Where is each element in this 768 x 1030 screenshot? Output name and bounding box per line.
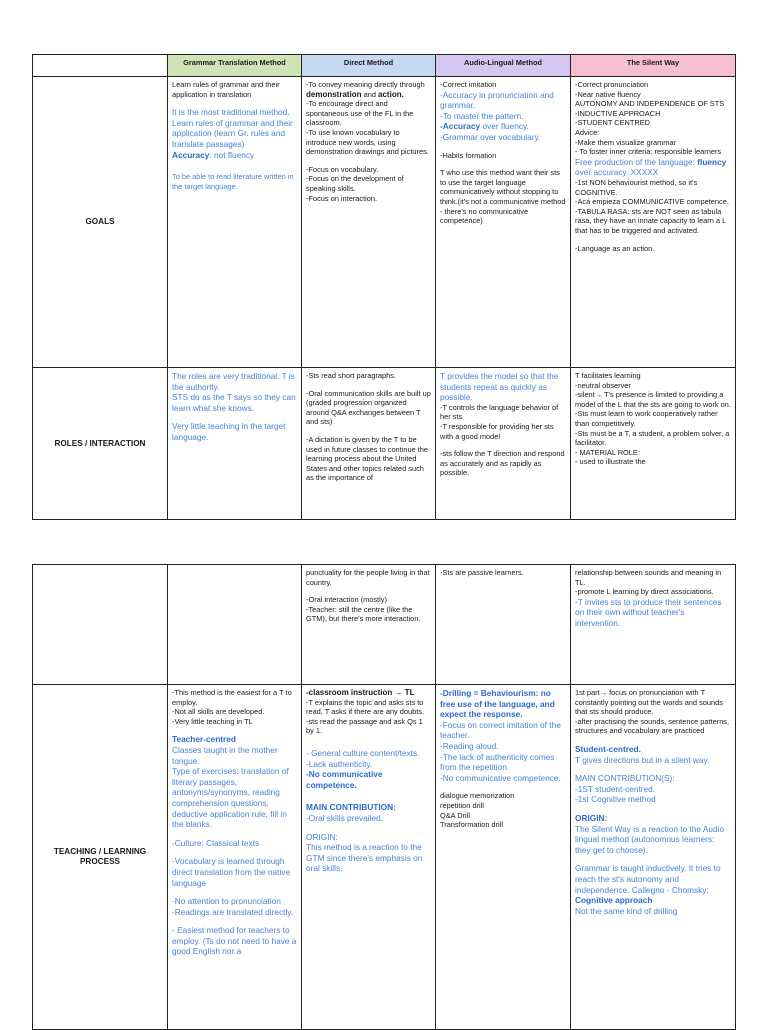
alm-goal-grammar: -Grammar over vocabulary. <box>440 131 541 142</box>
alm-teach-no-competence: -No communicative competence. <box>440 772 561 783</box>
sw-teach-origin-text: The Silent Way is a reaction to the Audio lingual method (autonomous learners: they get to choose). <box>575 823 725 855</box>
goals-dm-cell <box>302 77 436 368</box>
cont-dm-cell <box>302 565 436 685</box>
dm-goal-action: action. <box>378 89 404 99</box>
alm-goal-accuracy: -Accuracy in pronunciation and grammar. <box>440 89 554 111</box>
dm-goal-vocabulary: -To use known vocabulary to introduce new words, using demonstration drawings and pictures. <box>306 127 429 157</box>
gtm-goal-rules: Learn rules of grammar and their application (learn Gr. rules and translate passages) <box>172 117 293 149</box>
teaching-alm-cell <box>436 685 571 1030</box>
roles-alm-cell <box>436 368 571 520</box>
sw-teach-main-contribution: MAIN CONTRIBUTION(S): <box>575 773 675 784</box>
goals-gtm-cell <box>168 77 302 368</box>
sw-goal-communicative: -Acá empieza COMMUNICATIVE competence. <box>575 197 729 207</box>
alm-accuracy-rest: over fluency. <box>482 121 529 132</box>
header-silent-way: The Silent Way <box>571 55 736 77</box>
sw-role-cooperative: -Sts must learn to work cooperatively rather than competitively. <box>575 409 718 428</box>
sw-goal-student-centred: -STUDENT CENTRED <box>575 118 651 128</box>
gtm-teach-culture: -Culture: Classical texts <box>172 837 260 848</box>
goals-label: GOALS <box>33 77 168 368</box>
sw-teach-practising: -after practising the sounds, sentence patterns, structures and vocabulary are practiced <box>575 716 730 736</box>
cont-gtm-empty <box>168 565 302 685</box>
dm-cont-teacher: -Teacher: still the centre (like the GTM), but there's more interaction. <box>306 604 421 624</box>
alm-cont-passive: -Sts are passive learners. <box>440 568 524 577</box>
dm-goal-focus-vocab: -Focus on vocabulary. <box>306 164 379 174</box>
alm-role-controls: -T controls the language behavior of her sts <box>440 402 559 422</box>
sw-cont-relationship: relationship between sounds and meaning in TL. <box>575 568 722 587</box>
dm-teach-read-passage: -sts read the passage and ask Qs 1 by 1. <box>306 716 423 736</box>
sw-role-observer: -neutral observer <box>575 380 631 390</box>
goals-alm-cell <box>436 77 571 368</box>
cont-sw-cell <box>571 565 736 685</box>
gtm-teach-exercises: Type of exercises: translation of literary passages, antonyms/synonyms, reading comprehension questions, deductive application rule, fill in the blanks. <box>172 766 289 830</box>
dm-goal-convey <box>306 80 431 99</box>
dm-goal-convey-text: -To convey meaning directly through <box>306 80 425 89</box>
dm-goal-demonstration: demonstration <box>306 89 362 99</box>
dm-goal-focus-interaction: -Focus on interaction. <box>306 193 378 203</box>
dm-teach-no-competence: -No communicative competence. <box>306 769 383 790</box>
alm-goal-accuracy-fluency <box>440 121 566 132</box>
goals-row <box>33 77 736 368</box>
gtm-teach-vocabulary: -Vocabulary is learned through direct translation from the native language <box>172 856 291 888</box>
alm-role-responsible: -T responsible for providing her sts with a good model <box>440 421 554 441</box>
sw-role-illustrate: - used to illustrate the <box>575 457 646 467</box>
header-grammar-translation: Grammar Translation Method <box>168 55 302 77</box>
sw-goal-fluency: -Near native fluency <box>575 89 641 99</box>
roles-gtm-cell <box>168 368 302 520</box>
sw-cont-associations: -promote L learning by direct associations. <box>575 587 714 597</box>
sw-goal-autonomy: AUTONOMY AND INDEPENDENCE OF STS <box>575 99 725 109</box>
sw-free-production-text: Free production of the language: <box>575 156 695 167</box>
sw-teach-directions: T gives directions but in a silent way. <box>575 754 710 765</box>
gtm-role-traditional: The roles are very traditional. T is the authority. <box>172 371 295 392</box>
gtm-teach-easiest: -This method is the easiest for a T to employ. <box>172 688 292 707</box>
alm-teach-transformation: Transformation drill <box>440 820 503 830</box>
methods-table-page-1 <box>32 54 736 520</box>
dm-goal-and: and <box>363 89 376 99</box>
teaching-dm-cell <box>302 685 436 1030</box>
sw-goal-pronunciation: -Correct pronunciation <box>575 80 649 89</box>
alm-teach-qa-drill: Q&A Drill <box>440 810 470 820</box>
alm-teach-dialogue: dialogue memorization <box>440 791 515 801</box>
alm-role-model: T provides the model so that the students repeat as quickly as possible. <box>440 371 559 403</box>
gtm-goal-text: Learn rules of grammar and their application in translation <box>172 80 280 99</box>
sw-role-facilitates: T facilitates learning <box>575 371 641 380</box>
teaching-gtm-cell <box>168 685 302 1030</box>
gtm-goal-traditional: It is the most traditional method. <box>172 107 290 118</box>
sw-role-problem-solver: -Sts must be a T, a student, a problem solver, a facilitator. <box>575 428 730 448</box>
sw-goal-free-production <box>575 157 731 178</box>
header-direct-method: Direct Method <box>302 55 436 77</box>
dm-teach-culture: - General culture content/texts. <box>306 747 420 758</box>
sw-goal-inner-criteria: - To foster inner criteria: responsible learners <box>575 147 722 157</box>
alm-teach-imitation: -Focus on correct imitation of the teacher. <box>440 719 561 741</box>
gtm-teach-teacher-centred: Teacher-centred <box>172 734 236 745</box>
gtm-goal-accuracy <box>172 150 297 161</box>
sw-role-silent: -silent→ T's presence is limited to providing a model of the L that the sts are going to work on. <box>575 390 731 409</box>
sw-role-material: - MATERIAL ROLE: <box>575 447 640 457</box>
sw-goal-advice: Advice: <box>575 127 600 137</box>
roles-row <box>33 368 736 520</box>
header-audio-lingual: Audio-Lingual Method <box>436 55 571 77</box>
alm-teach-repetition: repetition drill <box>440 800 484 810</box>
goals-sw-cell <box>571 77 736 368</box>
gtm-accuracy-keyword: Accuracy <box>172 149 210 160</box>
sw-teach-pronunciation: 1st part→ focus on pronunciation with T constantly pointing out the words and sounds that sts should produce. <box>575 688 723 717</box>
teaching-label: TEACHING / LEARNING PROCESS <box>33 685 168 1030</box>
dm-teach-instruction: -classroom instruction → TL <box>306 688 415 697</box>
alm-goal-imitation: -Correct imitation <box>440 80 497 89</box>
header-row <box>33 55 736 77</box>
gtm-teach-little-tl: -Very little teaching in TL <box>172 716 253 726</box>
dm-goal-focus-speaking: -Focus on the development of speaking skills. <box>306 174 404 193</box>
cont-label-empty <box>33 565 168 685</box>
dm-teach-origin-label: ORIGIN: <box>306 831 338 842</box>
gtm-goal-literature: To be able to read literature written in the target language. <box>172 172 294 191</box>
teaching-sw-cell <box>571 685 736 1030</box>
roles-dm-cell <box>302 368 436 520</box>
sw-goal-inductive: -INDUCTIVE APPROACH <box>575 108 661 118</box>
gtm-teach-easiest-teachers: - Easiest method for teachers to employ. (Ts do not need to have a good English nor a <box>172 925 297 957</box>
alm-teach-drilling: -Drilling = Behaviourism: no free use of the language, and expect the response. <box>440 688 555 720</box>
dm-teach-authenticity: -Lack authenticity. <box>306 758 373 769</box>
sw-goal-language-action: -Language as an action. <box>575 243 655 253</box>
alm-goal-pattern: -To master the pattern. <box>440 110 524 121</box>
dm-cont-punctuality: punctuality for the people living in that country. <box>306 568 430 587</box>
gtm-role-little-teaching: Very little teaching in the target language. <box>172 421 286 442</box>
sw-teach-origin-label: ORIGIN: <box>575 812 608 823</box>
alm-goal-communicative: T who use this method want their sts to use the target language communicatively without stopping to think.(it's not a communicative method - there's no communicative competence) <box>440 168 566 226</box>
teaching-row <box>33 685 736 1030</box>
sw-teach-grammar-text: Grammar is taught inductively. It tries to reach the st's autonomy and independence. Callegno - Chomsky: <box>575 863 721 895</box>
dm-role-dictation: -A dictation is given by the T to be used in future classes to continue the learning process about the United States and other topics related such as the importance of <box>306 434 429 483</box>
sw-teach-drilling: Not the same kind of drilling <box>575 905 678 916</box>
gtm-accuracy-rest: : not fluency <box>209 149 255 160</box>
header-empty-cell <box>33 55 168 77</box>
dm-cont-oral: -Oral interaction (mostly) <box>306 595 387 605</box>
sw-teach-first-cognitive: -1st Cognitive method <box>575 794 656 805</box>
methods-table-page-2 <box>32 564 736 1030</box>
gtm-teach-mother-tongue: Classes taught in the mother tongue. <box>172 744 278 766</box>
alm-role-follow: -sts follow the T direction and respond as accurately and as rapidly as possible. <box>440 449 565 478</box>
sw-goal-tabula-rasa: -TABULA RASA: sts are NOT seen as tabula rasa, they have an innate capacity to learn a L that has to be triggered and activated. <box>575 206 726 235</box>
sw-goal-visualize: -Make them visualize grammar <box>575 137 677 147</box>
dm-role-paragraphs: -Sts read short paragraphs. <box>306 371 396 380</box>
sw-goal-non-behaviourist: -1st NON behaviourist method, so it's COGNITIVE. <box>575 177 698 197</box>
sw-teach-grammar <box>575 863 731 905</box>
cont-alm-cell <box>436 565 571 685</box>
sw-teach-student-centred: Student-centred. <box>575 743 641 754</box>
sw-fluency-keyword: fluency <box>697 156 727 167</box>
sw-free-production-rest: over accuracy. XXXXX <box>575 167 659 178</box>
dm-teach-main-contribution: MAIN CONTRIBUTION: <box>306 802 396 813</box>
alm-goal-habits: -Habits formation <box>440 150 497 160</box>
alm-teach-reading-aloud: -Reading aloud. <box>440 740 499 751</box>
sw-teach-first-student-centred: -1ST student-centred. <box>575 783 656 794</box>
dm-teach-origin-text: This method is a reaction to the GTM since there's emphasis on oral skills. <box>306 842 423 874</box>
alm-teach-authenticity: -The lack of authenticity comes from the repetition. <box>440 751 555 773</box>
dm-goal-encourage: -To encourage direct and spontaneous use of the FL in the classroom. <box>306 99 414 128</box>
continuation-row <box>33 565 736 685</box>
alm-accuracy-keyword: -Accuracy <box>440 121 481 132</box>
sw-cont-invites: -T invites sts to produce their sentences on their own without teacher's intervention. <box>575 596 722 628</box>
gtm-teach-pronunciation: -No attention to pronunciation <box>172 896 281 907</box>
dm-teach-explains: -T explains the topic and asks sts to read, T asks if there are any doubts. <box>306 697 425 717</box>
dm-role-oral-skills: -Oral communication skills are built up (graded progression organized around Q&A exchanges between T and sts) <box>306 388 431 427</box>
gtm-teach-readings: -Readings are translated directly. <box>172 906 294 917</box>
gtm-role-sts: STS do as the T says so they can learn what she knows. <box>172 392 296 413</box>
roles-label: ROLES / INTERACTION <box>33 368 168 520</box>
roles-sw-cell <box>571 368 736 520</box>
gtm-teach-skills: -Not all skills are developed. <box>172 707 265 717</box>
dm-teach-oral-prevailed: -Oral skills prevailed. <box>306 812 383 823</box>
sw-teach-cognitive-approach: Cognitive approach <box>575 895 653 906</box>
